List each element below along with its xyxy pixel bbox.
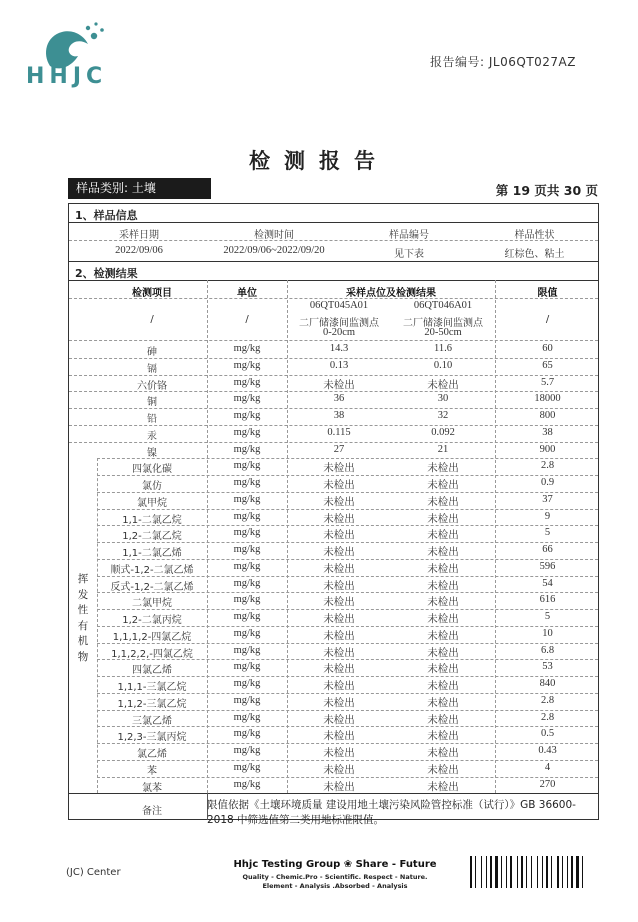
row-unit: mg/kg bbox=[233, 560, 261, 572]
footer-brand bbox=[230, 859, 440, 890]
row-site2-value: 21 bbox=[437, 443, 449, 455]
row-unit: mg/kg bbox=[233, 728, 261, 740]
row-unit: mg/kg bbox=[233, 359, 261, 371]
row-item: 铜 bbox=[147, 397, 157, 409]
row-unit: mg/kg bbox=[233, 493, 261, 505]
site1-name: 二厂储漆间监测点 bbox=[299, 318, 379, 329]
header-sample-state: 样品性状 bbox=[514, 230, 555, 241]
footer-tagline-2: Element - Analysis .Absorbed - Analysis bbox=[262, 882, 408, 890]
header-test-item: 检测项目 bbox=[132, 288, 172, 299]
row-unit: mg/kg bbox=[233, 477, 261, 488]
row-site1-value: 未检出 bbox=[323, 764, 355, 776]
row-limit: 4 bbox=[544, 761, 551, 773]
row-site1-value: 未检出 bbox=[323, 563, 355, 575]
logo-text: HHJC bbox=[26, 64, 108, 89]
row-item: 1,1-二氯乙烯 bbox=[122, 548, 182, 559]
row-site2-value: 0.10 bbox=[433, 359, 453, 371]
row-limit: 37 bbox=[542, 493, 553, 505]
row-unit: mg/kg bbox=[233, 343, 261, 354]
row-item: 四氯化碳 bbox=[132, 464, 172, 476]
row-unit: mg/kg bbox=[233, 393, 261, 405]
volatile-organics-group-label: 挥 发 性 有 机 物 bbox=[77, 573, 89, 663]
row-unit: mg/kg bbox=[233, 661, 261, 673]
row-site1-value: 未检出 bbox=[323, 748, 355, 759]
row-item: 四氯乙烯 bbox=[132, 665, 172, 677]
row-unit: mg/kg bbox=[233, 594, 261, 606]
row-item: 顺式-1,2-二氯乙烯 bbox=[110, 564, 194, 576]
row-item: 1,2,3-三氯丙烷 bbox=[117, 732, 187, 744]
row-limit: 900 bbox=[539, 443, 556, 455]
row-unit: mg/kg bbox=[233, 460, 261, 472]
footer-center-label: (JC) Center bbox=[66, 867, 121, 878]
row-unit: mg/kg bbox=[233, 761, 261, 773]
row-site2-value: 未检出 bbox=[427, 714, 459, 726]
row-unit: mg/kg bbox=[233, 611, 261, 622]
row-item: 三氯乙烯 bbox=[132, 715, 172, 727]
row-limit: 616 bbox=[539, 594, 556, 606]
page-indicator: 第 19 页共 30 页 bbox=[495, 183, 598, 198]
row-site2-value: 未检出 bbox=[427, 513, 459, 525]
row-limit: 596 bbox=[539, 560, 556, 572]
row-site1-value: 未检出 bbox=[323, 697, 355, 709]
row-item: 铅 bbox=[147, 414, 157, 425]
row-unit: mg/kg bbox=[233, 678, 261, 689]
row-item: 氯乙烯 bbox=[137, 749, 167, 760]
row-site1-value: 未检出 bbox=[323, 496, 355, 508]
remarks-label: 备注 bbox=[142, 806, 162, 817]
row-limit: 0.9 bbox=[540, 477, 555, 488]
sample-id-value: 见下表 bbox=[394, 249, 424, 260]
row-site2-value: 未检出 bbox=[427, 496, 459, 508]
row-unit: mg/kg bbox=[233, 745, 261, 756]
row-site1-value: 未检出 bbox=[323, 379, 355, 391]
row-site1-value: 未检出 bbox=[323, 714, 355, 726]
row-unit: mg/kg bbox=[233, 443, 261, 455]
report-number bbox=[430, 53, 576, 70]
row-site2-value: 未检出 bbox=[427, 681, 459, 692]
row-limit: 270 bbox=[539, 778, 556, 790]
row-item: 1,2-二氯丙烷 bbox=[122, 615, 182, 626]
row-limit: 10 bbox=[542, 627, 553, 639]
footer-tagline-1: Quality - Chemic.Pro - Scientific. Respect - Nature. bbox=[242, 873, 428, 881]
row-site1-value: 0.13 bbox=[329, 359, 349, 371]
row-unit: mg/kg bbox=[233, 627, 261, 639]
header-test-period: 检测时间 bbox=[254, 230, 294, 241]
row-item: 1,2-二氯乙烷 bbox=[122, 531, 182, 543]
row-site2-value: 未检出 bbox=[427, 379, 459, 391]
site2-id: 06QT046A01 bbox=[413, 300, 473, 311]
row-site2-value: 未检出 bbox=[427, 597, 459, 609]
row-item: 氯苯 bbox=[142, 782, 162, 794]
row-unit: mg/kg bbox=[233, 544, 261, 555]
header-sample-id: 样品编号 bbox=[389, 230, 429, 241]
row-site2-value: 未检出 bbox=[427, 580, 459, 592]
row-site1-value: 36 bbox=[333, 393, 345, 405]
row-limit: 5.7 bbox=[540, 376, 555, 388]
row-unit: mg/kg bbox=[233, 711, 261, 723]
row-site2-value: 未检出 bbox=[427, 530, 459, 542]
row-site1-value: 未检出 bbox=[323, 731, 355, 743]
report-number-value: JL06QT027AZ bbox=[488, 55, 576, 69]
row-site2-value: 未检出 bbox=[427, 781, 459, 793]
row-site1-value: 未检出 bbox=[323, 547, 355, 558]
sample-state-value: 红棕色、粘土 bbox=[504, 249, 565, 260]
row-site2-value: 未检出 bbox=[427, 748, 459, 759]
row-site2-value: 未检出 bbox=[427, 697, 459, 709]
row-site1-value: 未检出 bbox=[323, 513, 355, 525]
row-site2-value: 11.6 bbox=[434, 343, 452, 354]
row-limit: 0.43 bbox=[538, 745, 557, 756]
row-item: 汞 bbox=[147, 430, 157, 442]
report-title: 检测报告 bbox=[249, 149, 389, 173]
report-table bbox=[68, 203, 599, 826]
row-item: 1,1,2-三氯乙烷 bbox=[117, 698, 187, 710]
row-item: 镍 bbox=[147, 447, 157, 459]
row-site1-value: 未检出 bbox=[323, 664, 355, 676]
header-unit: 单位 bbox=[237, 288, 257, 299]
row-item: 苯 bbox=[147, 765, 157, 777]
row-site1-value: 0.115 bbox=[327, 426, 351, 438]
row-limit: 5 bbox=[544, 527, 551, 539]
row-item: 1,1-二氯乙烷 bbox=[122, 514, 182, 526]
row-site1-value: 未检出 bbox=[323, 647, 355, 659]
sub-item: / bbox=[150, 314, 154, 325]
footer-brand-line: Hhjc Testing Group ❀ Share - Future bbox=[233, 859, 437, 870]
row-unit: mg/kg bbox=[233, 778, 261, 790]
sub-limit: / bbox=[545, 314, 550, 325]
site2-depth: 20-50cm bbox=[424, 327, 462, 338]
row-item: 氯仿 bbox=[142, 481, 162, 492]
row-limit: 18000 bbox=[534, 393, 561, 405]
row-limit: 66 bbox=[542, 544, 553, 555]
row-site2-value: 未检出 bbox=[427, 764, 459, 776]
row-unit: mg/kg bbox=[233, 376, 261, 388]
row-site1-value: 未检出 bbox=[323, 630, 355, 642]
row-limit: 840 bbox=[539, 678, 556, 689]
barcode-icon bbox=[470, 856, 598, 888]
row-site1-value: 未检出 bbox=[323, 597, 355, 609]
row-limit: 53 bbox=[542, 661, 553, 673]
row-unit: mg/kg bbox=[233, 410, 261, 421]
row-item: 1,1,1,2-四氯乙烷 bbox=[112, 631, 192, 643]
row-limit: 2.8 bbox=[540, 460, 555, 472]
row-limit: 0.5 bbox=[540, 728, 555, 740]
row-item: 1,1,2,2,-四氯乙烷 bbox=[111, 648, 193, 660]
row-unit: mg/kg bbox=[233, 694, 261, 706]
row-item: 镉 bbox=[147, 363, 157, 375]
site2-name: 二厂储漆间监测点 bbox=[403, 318, 483, 329]
row-site1-value: 未检出 bbox=[323, 781, 355, 793]
header-sampling-date: 采样日期 bbox=[119, 230, 159, 241]
row-site2-value: 未检出 bbox=[427, 463, 459, 475]
row-site1-value: 未检出 bbox=[323, 530, 355, 542]
row-site2-value: 未检出 bbox=[427, 647, 459, 659]
sample-category-value: 土壤 bbox=[131, 181, 156, 195]
row-limit: 65 bbox=[542, 359, 553, 371]
row-site1-value: 14.3 bbox=[329, 343, 349, 354]
site1-id: 06QT045A01 bbox=[309, 300, 369, 311]
row-limit: 2.8 bbox=[540, 694, 555, 706]
row-unit: mg/kg bbox=[233, 527, 261, 539]
row-site2-value: 未检出 bbox=[427, 664, 459, 676]
row-limit: 54 bbox=[542, 577, 553, 589]
remarks-text: 限值依据《土壤环境质量 建设用地土壤污染风险管控标准（试行）》GB 36600-2018 中筛选值第二类用地标准限值。 bbox=[207, 799, 576, 826]
row-site1-value: 未检出 bbox=[323, 580, 355, 592]
row-unit: mg/kg bbox=[233, 426, 261, 438]
row-unit: mg/kg bbox=[233, 577, 261, 589]
row-site1-value: 未检出 bbox=[323, 681, 355, 692]
row-limit: 38 bbox=[542, 426, 553, 438]
row-site2-value: 未检出 bbox=[427, 563, 459, 575]
row-site2-value: 未检出 bbox=[427, 630, 459, 642]
sample-category bbox=[68, 178, 211, 199]
site1-depth: 0-20cm bbox=[322, 327, 356, 338]
row-item: 氯甲烷 bbox=[137, 497, 167, 509]
row-site2-value: 32 bbox=[437, 410, 449, 421]
row-site2-value: 未检出 bbox=[427, 480, 459, 491]
header-limit: 限值 bbox=[537, 288, 558, 299]
row-limit: 6.8 bbox=[540, 644, 555, 656]
row-site1-value: 未检出 bbox=[323, 463, 355, 475]
row-item: 二氯甲烷 bbox=[132, 598, 172, 610]
row-item: 反式-1,2-二氯乙烯 bbox=[110, 581, 194, 593]
row-unit: mg/kg bbox=[233, 510, 261, 522]
row-site2-value: 0.092 bbox=[431, 426, 455, 438]
row-site2-value: 未检出 bbox=[427, 731, 459, 743]
row-site2-value: 未检出 bbox=[427, 547, 459, 558]
row-item: 1,1,1-三氯乙烷 bbox=[117, 682, 187, 693]
row-limit: 800 bbox=[539, 410, 556, 421]
sub-unit: / bbox=[245, 314, 249, 325]
row-site1-value: 未检出 bbox=[323, 480, 355, 491]
section-sample-info-title: 1、样品信息 bbox=[75, 209, 138, 222]
row-item: 砷 bbox=[147, 347, 157, 358]
row-limit: 2.8 bbox=[540, 711, 555, 723]
row-limit: 9 bbox=[544, 510, 551, 522]
test-period-value: 2022/09/06~2022/09/20 bbox=[223, 245, 325, 256]
report-number-label: 报告编号: bbox=[430, 55, 485, 69]
row-limit: 5 bbox=[544, 611, 551, 622]
section-results-title: 2、检测结果 bbox=[75, 267, 138, 280]
row-unit: mg/kg bbox=[233, 644, 261, 656]
row-site1-value: 未检出 bbox=[323, 614, 355, 625]
row-limit: 60 bbox=[542, 343, 553, 354]
row-site1-value: 27 bbox=[333, 443, 345, 455]
row-item: 六价铬 bbox=[137, 380, 167, 392]
row-site2-value: 30 bbox=[437, 393, 449, 405]
sampling-date-value: 2022/09/06 bbox=[115, 245, 163, 256]
row-site1-value: 38 bbox=[333, 410, 345, 421]
sample-category-label: 样品类别: bbox=[76, 181, 129, 195]
header-results: 采样点位及检测结果 bbox=[346, 288, 436, 299]
row-site2-value: 未检出 bbox=[427, 614, 459, 625]
